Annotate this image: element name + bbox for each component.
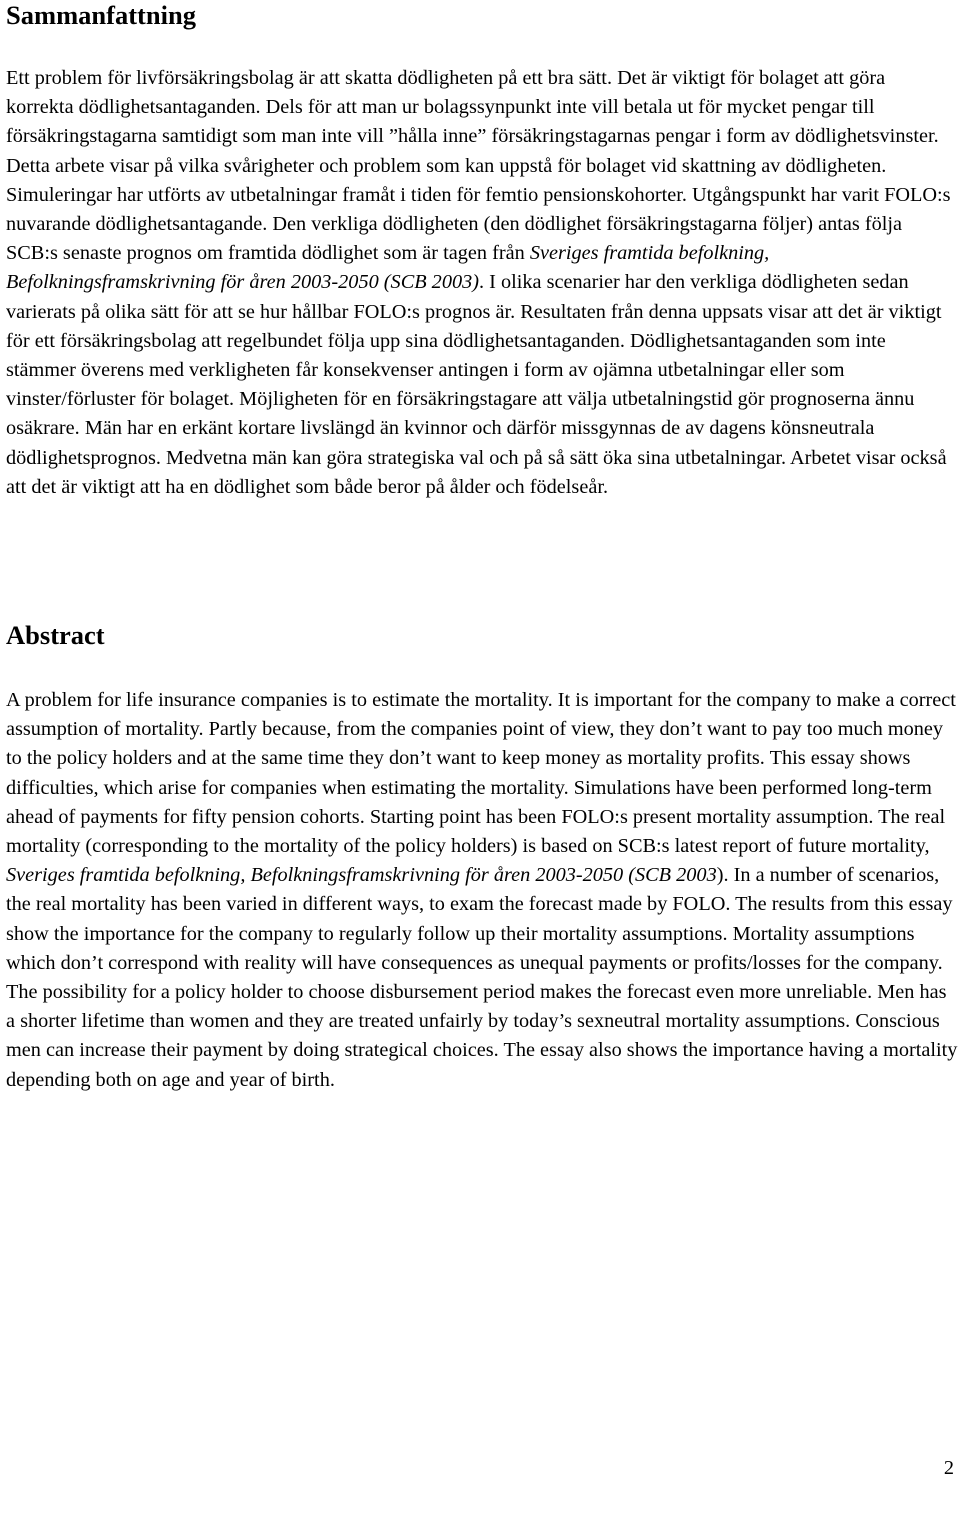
summary-text-part-1: Ett problem för livförsäkringsbolag är att skatta dödligheten på ett bra sätt. Det är viktigt för bolaget att göra korrekta dödlighetsantaganden. Dels för att man ur bolagssynpunkt inte vill betala ut för mycket pengar till försäkringstagarna samtidigt som man inte vill ”hålla inne” försäkringstagarnas pengar i form av dödlighetsvinster. Detta arbete visar på vilka svårigheter och problem som kan uppstå för bolaget vid skattning av dödligheten. Simuleringar har utförts av utbetalningar framåt i tiden för femtio pensionskohorter. Utgångspunkt har varit FOLO:s nuvarande dödlighetsantagande. Den verkliga dödligheten (den dödlighet försäkringstagarna följer) antas följa SCB:s senaste prognos om framtida dödlighet som är tagen från xyxy=(6,67,951,265)
summary-paragraph xyxy=(6,64,956,502)
summary-text-part-2: . I olika scenarier har den verkliga dödligheten sedan varierats på olika sätt för att se hur hållbar FOLO:s prognos är. Resultaten från denna uppsats visar att det är viktigt för ett försäkringsbolag att regelbundet följa upp sina dödlighetsantaganden. Dödlighetsantaganden som inte stämmer överens med verkligheten får konsekvenser antingen i form av ojämna utbetalningar eller som vinster/förluster för bolaget. Möjligheten för en försäkringstagare att välja utbetalningstid gör prognoserna ännu osäkrare. Män har en erkänt kortare livslängd än kvinnor och därför missgynnas de av dagens könsneutrala dödlighetsprognos. Medvetna män kan göra strategiska val och på så sätt öka sina utbetalningar. Arbetet visar också att det är viktigt att ha en dödlighet som både beror på ålder och födelseår. xyxy=(6,271,947,498)
summary-citation: Sveriges framtida befolkning, Befolkningsframskrivning för åren 2003-2050 (SCB 2003) xyxy=(6,242,770,294)
abstract-text-part-2: ). In a number of scenarios, the real mortality has been varied in different ways, to exam the forecast made by FOLO. The results from this essay show the importance for the company to regularly follow up their mortality assumptions. Mortality assumptions which don’t correspond with reality will have consequences as unequal payments or profits/losses for the company. The possibility for a policy holder to choose disbursement period makes the forecast even more unreliable. Men has a shorter lifetime than women and they are treated unfairly by today’s sexneutral mortality assumptions. Conscious men can increase their payment by doing strategical choices. The essay also shows the importance having a mortality depending both on age and year of birth. xyxy=(6,864,958,1091)
abstract-citation: Sveriges framtida befolkning, Befolkningsframskrivning för åren 2003-2050 (SCB 2003 xyxy=(6,864,717,887)
abstract-heading: Abstract xyxy=(6,620,105,650)
abstract-paragraph xyxy=(6,686,960,1095)
page-number: 2 xyxy=(943,1457,954,1479)
abstract-text-part-1: A problem for life insurance companies is to estimate the mortality. It is important for the company to make a correct assumption of mortality. Partly because, from the companies point of view, they don’t want to pay too much money to the policy holders and at the same time they don’t want to keep money as mortality profits. This essay shows difficulties, which arise for companies when estimating the mortality. Simulations have been performed long-term ahead of payments for fifty pension cohorts. Starting point has been FOLO:s present mortality assumption. The real mortality (corresponding to the mortality of the policy holders) is based on SCB:s latest report of future mortality, xyxy=(6,689,956,858)
summary-heading: Sammanfattning xyxy=(6,0,196,30)
